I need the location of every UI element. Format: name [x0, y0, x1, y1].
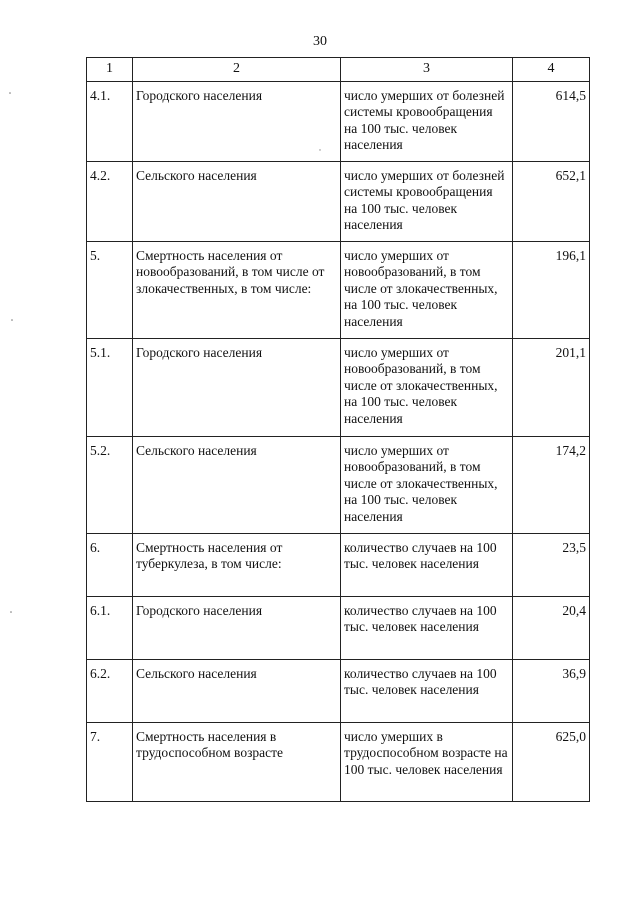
indicator-name: Смертность населения от новообразований, в том числе от злокачественных, в том числе: [133, 241, 341, 338]
indicator-unit: число умерших от новообразований, в том числе от злокачественных, на 100 тыс. человек населения [341, 241, 513, 338]
column-header-3: 3 [341, 58, 513, 82]
indicator-value: 174,2 [513, 436, 590, 533]
indicator-unit: число умерших в трудоспособном возрасте на 100 тыс. человек населения [341, 722, 513, 801]
indicator-value: 20,4 [513, 596, 590, 659]
indicator-unit: число умерших от болезней системы кровообращения на 100 тыс. человек населения [341, 161, 513, 241]
scan-dot [10, 611, 12, 613]
column-header-4: 4 [513, 58, 590, 82]
indicator-value: 36,9 [513, 659, 590, 722]
indicator-name: Городского населения [133, 338, 341, 436]
indicator-unit: число умерших от болезней системы кровообращения на 100 тыс. человек населения [341, 81, 513, 161]
indicator-name: Городского населения [133, 81, 341, 161]
indicator-unit: количество случаев на 100 тыс. человек населения [341, 533, 513, 596]
indicator-unit: число умерших от новообразований, в том числе от злокачественных, на 100 тыс. человек населения [341, 436, 513, 533]
row-number: 4.1. [87, 81, 133, 161]
indicator-unit: количество случаев на 100 тыс. человек населения [341, 659, 513, 722]
indicator-name: Сельского населения [133, 659, 341, 722]
indicator-value: 652,1 [513, 161, 590, 241]
indicator-name: Городского населения [133, 596, 341, 659]
page-number: 30 [313, 34, 327, 49]
indicator-value: 196,1 [513, 241, 590, 338]
row-number: 7. [87, 722, 133, 801]
column-header-2: 2 [133, 58, 341, 82]
indicator-name: Смертность населения в трудоспособном возрасте [133, 722, 341, 801]
row-number: 4.2. [87, 161, 133, 241]
row-number: 6. [87, 533, 133, 596]
scan-dot [11, 319, 13, 321]
indicator-value: 201,1 [513, 338, 590, 436]
indicator-unit: число умерших от новообразований, в том числе от злокачественных, на 100 тыс. человек населения [341, 338, 513, 436]
row-number: 5.1. [87, 338, 133, 436]
row-number: 6.1. [87, 596, 133, 659]
scan-dot [9, 92, 11, 94]
indicator-value: 614,5 [513, 81, 590, 161]
indicator-value: 23,5 [513, 533, 590, 596]
indicator-name: Сельского населения [133, 161, 341, 241]
indicator-name: Сельского населения [133, 436, 341, 533]
indicator-name: Смертность населения от туберкулеза, в том числе: [133, 533, 341, 596]
column-header-1: 1 [87, 58, 133, 82]
row-number: 5. [87, 241, 133, 338]
indicator-value: 625,0 [513, 722, 590, 801]
row-number: 6.2. [87, 659, 133, 722]
indicator-unit: количество случаев на 100 тыс. человек населения [341, 596, 513, 659]
scan-dot [319, 149, 320, 150]
row-number: 5.2. [87, 436, 133, 533]
